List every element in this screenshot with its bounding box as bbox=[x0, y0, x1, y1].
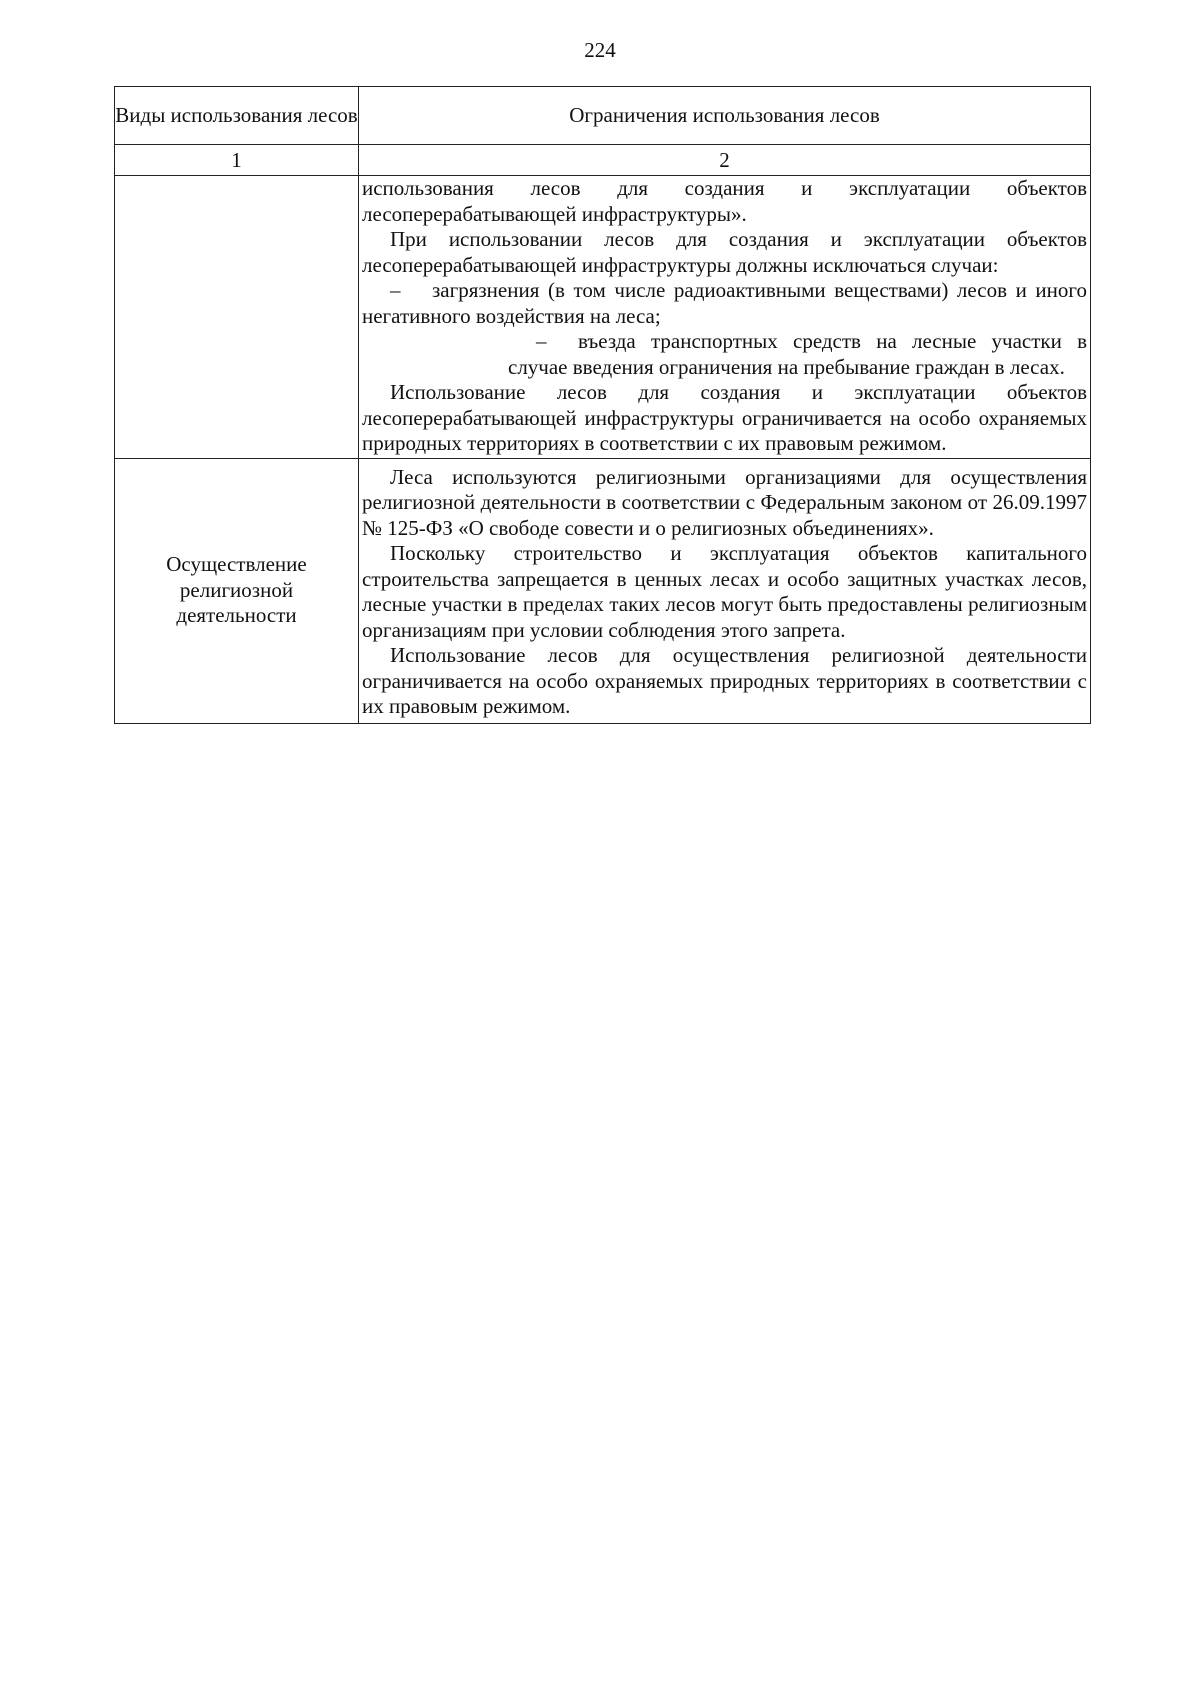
restriction-paragraph: использования лесов для создания и эксплуатации объектов лесоперерабатывающей инфраструктуры». bbox=[362, 176, 1087, 226]
column-number-row bbox=[115, 145, 1091, 176]
restriction-list-item bbox=[508, 329, 1087, 380]
restriction-list-item-text: загрязнения (в том числе радиоактивными веществами) лесов и иного негативного воздействия на леса; bbox=[362, 278, 1087, 328]
restriction-list-item-text: въезда транспортных средств на лесные участки в случае введения ограничения на пребывание граждан в лесах. bbox=[508, 329, 1087, 379]
restriction-paragraph: Поскольку строительство и эксплуатация объектов капитального строительства запрещается в ценных лесах и особо защитных участках лесов, лесные участки в пределах таких лесов могут быть предоставлены религиозным организациям при условии соблюдения этого запрета. bbox=[362, 541, 1087, 642]
header-forest-use-restrictions: Ограничения использования лесов bbox=[359, 87, 1091, 145]
dash-marker: – bbox=[536, 329, 547, 353]
restriction-paragraph: Леса используются религиозными организациями для осуществления религиозной деятельности в соответствии с Федеральным законом от 26.09.1997 № 125-ФЗ «О свободе совести и о религиозных объединениях». bbox=[362, 464, 1087, 540]
row-label: Осуществление религиозной деятельности bbox=[115, 458, 359, 723]
restriction-paragraph: Использование лесов для создания и эксплуатации объектов лесоперерабатывающей инфраструктуры ограничивается на особо охраняемых природных территориях в соответствии с их правовым режимом. bbox=[362, 380, 1087, 455]
table-row bbox=[115, 176, 1091, 459]
restriction-list-item bbox=[362, 278, 1087, 329]
row-label bbox=[115, 176, 359, 459]
table-row bbox=[115, 458, 1091, 723]
table-header-row bbox=[115, 87, 1091, 145]
forest-use-restrictions-table bbox=[114, 86, 1091, 724]
row-restrictions bbox=[359, 176, 1091, 459]
dash-marker: – bbox=[390, 278, 401, 302]
column-number-1: 1 bbox=[115, 145, 359, 176]
header-forest-use-types: Виды использования лесов bbox=[115, 87, 359, 145]
page-number: 224 bbox=[584, 38, 616, 62]
column-number-2: 2 bbox=[359, 145, 1091, 176]
restriction-paragraph: При использовании лесов для создания и эксплуатации объектов лесоперерабатывающей инфраструктуры должны исключаться случаи: bbox=[362, 227, 1087, 277]
restriction-paragraph: Использование лесов для осуществления религиозной деятельности ограничивается на особо охраняемых природных территориях в соответствии с их правовым режимом. bbox=[362, 643, 1087, 718]
row-restrictions bbox=[359, 458, 1091, 723]
